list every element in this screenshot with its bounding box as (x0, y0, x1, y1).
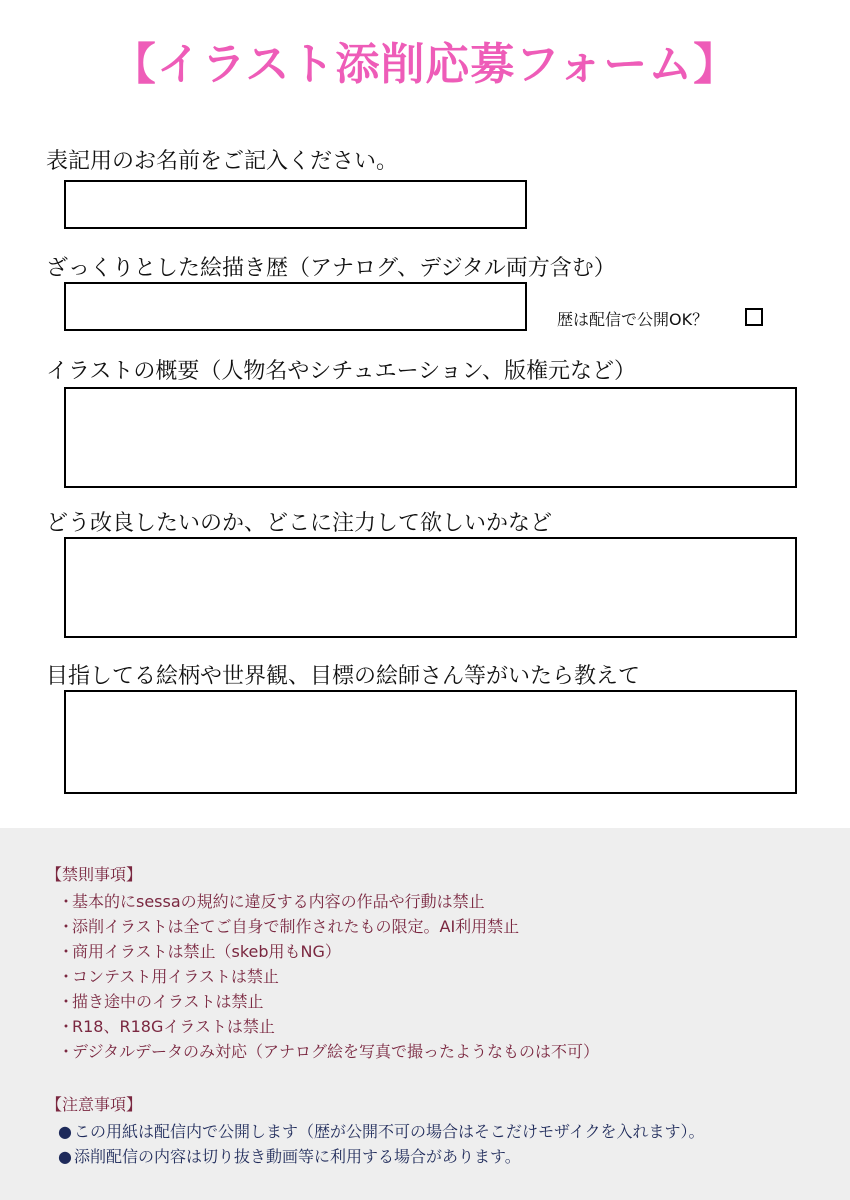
form-title: 【イラスト添削応募フォーム】 (111, 39, 739, 90)
note-item: ● この用紙は配信内で公開します（歴が公開不可の場合はそこだけモザイクを入れます）。 (58, 1122, 705, 1141)
rules-heading: 【禁則事項】 (46, 865, 143, 884)
name-question: 表記用のお名前をご記入ください。 (46, 149, 399, 174)
rule-item: ・添削イラストは全てご自身で制作されたもの限定。AI利用禁止 (58, 917, 520, 936)
rule-item: ・デジタルデータのみ対応（アナログ絵を写真で撮ったようなものは不可） (58, 1042, 600, 1061)
overview-question: イラストの概要（人物名やシチュエーション、版権元など） (46, 359, 637, 384)
rule-item: ・R18、R18Gイラストは禁止 (58, 1017, 275, 1036)
history-public-label: 歴は配信で公開OK？ (557, 310, 709, 329)
goal-input[interactable] (64, 690, 797, 794)
history-question: ざっくりとした絵描き歴（アナログ、デジタル両方含む） (46, 256, 616, 281)
history-public-checkbox[interactable] (745, 308, 763, 326)
rule-item: ・商用イラストは禁止（skeb用もNG） (58, 942, 341, 961)
overview-input[interactable] (64, 387, 797, 488)
improve-question: どう改良したいのか、どこに注力して欲しいかなど (46, 511, 553, 536)
goal-question: 目指してる絵柄や世界観、目標の絵師さん等がいたら教えて (46, 664, 641, 689)
note-item: ● 添削配信の内容は切り抜き動画等に利用する場合があります。 (58, 1147, 521, 1166)
rule-item: ・基本的にsessaの規約に違反する内容の作品や行動は禁止 (58, 892, 485, 911)
rule-item: ・描き途中のイラストは禁止 (58, 992, 264, 1011)
notes-panel (0, 828, 850, 1200)
rule-item: ・コンテスト用イラストは禁止 (58, 967, 279, 986)
history-input[interactable] (64, 282, 527, 331)
notes-heading: 【注意事項】 (46, 1095, 143, 1114)
name-input[interactable] (64, 180, 527, 229)
improve-input[interactable] (64, 537, 797, 638)
